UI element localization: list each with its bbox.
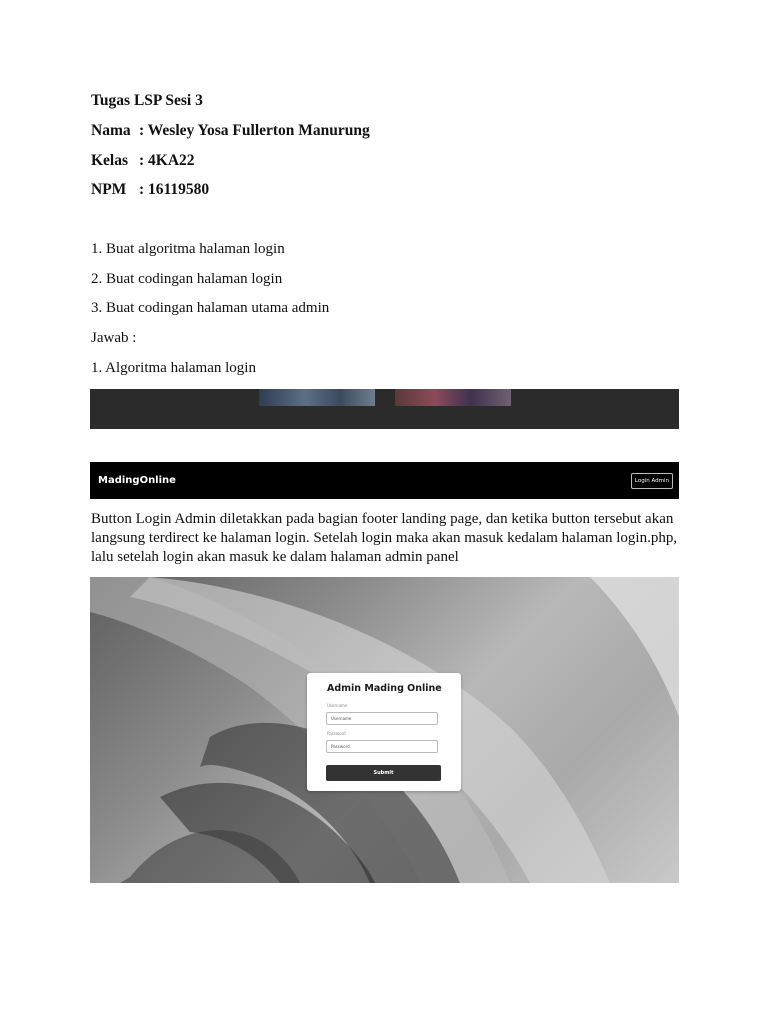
kelas-value: : 4KA22 (139, 152, 195, 169)
login-card-title: Admin Mading Online (327, 683, 442, 694)
login-admin-button[interactable]: Login Admin (631, 473, 673, 489)
password-input[interactable]: Password (326, 740, 438, 753)
answer-item: 1. Algoritma halaman login (91, 360, 256, 376)
nama-row (91, 122, 370, 140)
password-label: Password (327, 731, 346, 736)
explanation-paragraph: Button Login Admin diletakkan pada bagian footer landing page, dan ketika button tersebut akan langsung terdirect ke halaman login. Setelah login maka akan masuk kedalam halaman login.php, lalu setelah login akan masuk ke dalam halaman admin panel (91, 511, 678, 565)
photo-thumbnail (259, 389, 375, 406)
answer-label: Jawab : (91, 330, 137, 346)
npm-row (91, 181, 209, 199)
npm-value: : 16119580 (139, 181, 210, 198)
username-label: Username (327, 703, 348, 708)
login-card (307, 673, 461, 791)
navbar-screenshot (90, 462, 679, 499)
task-item: 1. Buat algoritma halaman login (91, 241, 285, 257)
landing-footer-screenshot (90, 389, 679, 429)
document-title: Tugas LSP Sesi 3 (91, 92, 203, 109)
username-input[interactable]: Username (326, 712, 438, 725)
login-page-screenshot (90, 577, 679, 883)
task-item: 3. Buat codingan halaman utama admin (91, 300, 330, 316)
brand-logo-text: MadingOnline (98, 475, 176, 486)
npm-label: NPM (91, 181, 127, 198)
kelas-row (91, 152, 195, 170)
photo-thumbnail (395, 389, 511, 406)
kelas-label: Kelas (91, 152, 129, 169)
submit-button[interactable]: Submit (326, 765, 441, 781)
nama-label: Nama (91, 122, 131, 139)
task-item: 2. Buat codingan halaman login (91, 271, 283, 287)
nama-value: : Wesley Yosa Fullerton Manurung (139, 122, 370, 139)
